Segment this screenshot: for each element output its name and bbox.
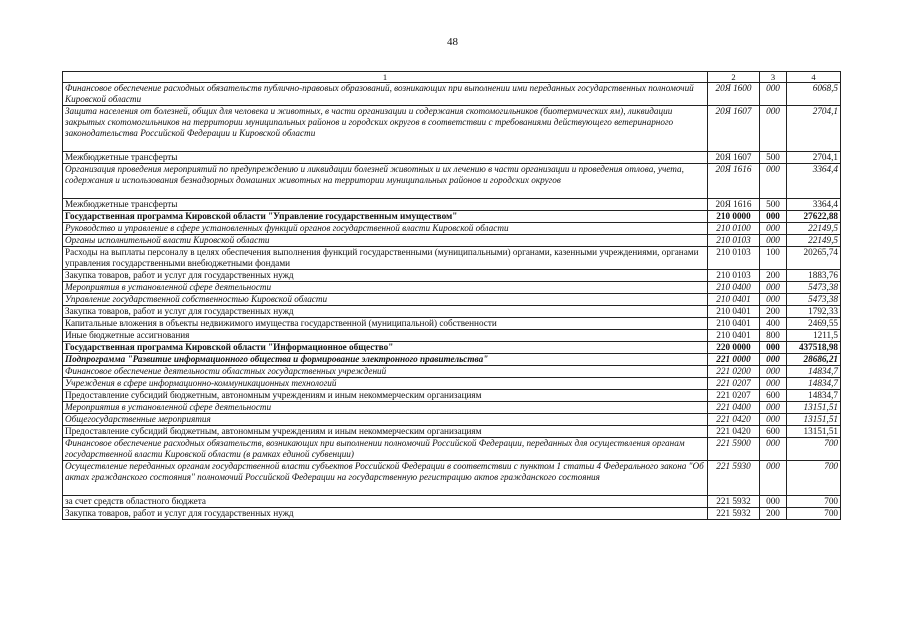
row-code: 210 0401: [708, 330, 760, 342]
row-name: Руководство и управление в сфере установленных функций органов государственной власти Кировской области: [63, 223, 708, 235]
table-row: [63, 318, 841, 330]
row-expense-type: 000: [760, 414, 787, 426]
row-name: Финансовое обеспечение расходных обязательств, возникающих при выполнении полномочий Российской Федерации, переданных для осуществления органам государственной власти Кировской области (в рамках единой субвенции): [63, 438, 708, 461]
column-number-4: 4: [787, 72, 841, 83]
column-number-1: 1: [63, 72, 708, 83]
row-name: Защита населения от болезней, общих для человека и животных, в части организации и содержания скотомогильников (биотермических ям), ликвидации закрытых скотомогильников на территории муниципальных районов и городских округов в соответствии с требованиями действующего ветеринарного законодательства Российской Федерации и Кировской области: [63, 106, 708, 152]
table-row: [63, 199, 841, 211]
row-amount: 14834,7: [787, 366, 841, 378]
table-row: [63, 438, 841, 461]
table-row: [63, 270, 841, 282]
table-row: [63, 106, 841, 152]
row-amount: 437518,98: [787, 342, 841, 354]
table-row: [63, 164, 841, 199]
table-row: [63, 282, 841, 294]
row-expense-type: 000: [760, 438, 787, 461]
row-name: Организация проведения мероприятий по предупреждению и ликвидации болезней животных и их лечению в части организации и проведения отлова, учета, содержания и использования безнадзорных домашних животных на территории муниципальных районов и городских округов: [63, 164, 708, 199]
row-code: 221 5930: [708, 461, 760, 496]
row-amount: 2704,1: [787, 152, 841, 164]
row-expense-type: 500: [760, 152, 787, 164]
row-code: 210 0000: [708, 211, 760, 223]
table-row: [63, 342, 841, 354]
row-name: Закупка товаров, работ и услуг для государственных нужд: [63, 306, 708, 318]
table-row: [63, 223, 841, 235]
table-row: [63, 294, 841, 306]
row-amount: 6068,5: [787, 83, 841, 106]
row-code: 221 0420: [708, 426, 760, 438]
row-amount: 13151,51: [787, 402, 841, 414]
table-row: [63, 330, 841, 342]
table-row: [63, 426, 841, 438]
row-name: Управление государственной собственностью Кировской области: [63, 294, 708, 306]
row-code: 210 0401: [708, 306, 760, 318]
row-code: 221 0207: [708, 390, 760, 402]
row-name: Закупка товаров, работ и услуг для государственных нужд: [63, 270, 708, 282]
row-expense-type: 200: [760, 270, 787, 282]
row-code: 221 0420: [708, 414, 760, 426]
row-name: Мероприятия в установленной сфере деятельности: [63, 282, 708, 294]
table-row: [63, 378, 841, 390]
column-number-3: 3: [760, 72, 787, 83]
row-name: Предоставление субсидий бюджетным, автономным учреждениям и иным некоммерческим организациям: [63, 390, 708, 402]
row-expense-type: 400: [760, 318, 787, 330]
row-expense-type: 000: [760, 294, 787, 306]
row-amount: 2704,1: [787, 106, 841, 152]
row-amount: 27622,88: [787, 211, 841, 223]
row-name: Органы исполнительной власти Кировской области: [63, 235, 708, 247]
row-amount: 13151,51: [787, 414, 841, 426]
table-row: [63, 508, 841, 520]
row-code: 221 0200: [708, 366, 760, 378]
row-name: Иные бюджетные ассигнования: [63, 330, 708, 342]
row-expense-type: 000: [760, 378, 787, 390]
table-row: [63, 211, 841, 223]
row-name: Общегосударственные мероприятия: [63, 414, 708, 426]
table-row: [63, 366, 841, 378]
table-row: [63, 247, 841, 270]
table-row: [63, 496, 841, 508]
row-name: Межбюджетные трансферты: [63, 152, 708, 164]
row-name: Учреждения в сфере информационно-коммуникационных технологий: [63, 378, 708, 390]
row-code: 20Я 1600: [708, 83, 760, 106]
row-code: 210 0100: [708, 223, 760, 235]
row-amount: 5473,38: [787, 294, 841, 306]
row-amount: 20265,74: [787, 247, 841, 270]
column-number-2: 2: [708, 72, 760, 83]
table-row: [63, 461, 841, 496]
row-code: 221 0400: [708, 402, 760, 414]
row-expense-type: 000: [760, 402, 787, 414]
row-expense-type: 000: [760, 282, 787, 294]
row-name: Финансовое обеспечение расходных обязательств публично-правовых образований, возникающих при выполнении ими переданных государственных полномочий Кировской области: [63, 83, 708, 106]
row-amount: 1883,76: [787, 270, 841, 282]
row-code: 210 0401: [708, 294, 760, 306]
row-name: Расходы на выплаты персоналу в целях обеспечения выполнения функций государственными (муниципальными) органами, казенными учреждениями, органами управления государственными внебюджетными фондами: [63, 247, 708, 270]
budget-table: [62, 71, 841, 520]
row-amount: 700: [787, 496, 841, 508]
table-row: [63, 402, 841, 414]
table-row: [63, 235, 841, 247]
table-row: [63, 414, 841, 426]
row-expense-type: 000: [760, 354, 787, 366]
table-row: [63, 390, 841, 402]
row-code: 210 0103: [708, 247, 760, 270]
row-amount: 22149,5: [787, 235, 841, 247]
row-expense-type: 000: [760, 106, 787, 152]
row-amount: 3364,4: [787, 199, 841, 211]
row-amount: 1211,5: [787, 330, 841, 342]
row-amount: 28686,21: [787, 354, 841, 366]
row-expense-type: 200: [760, 306, 787, 318]
row-code: 210 0103: [708, 235, 760, 247]
row-name: Межбюджетные трансферты: [63, 199, 708, 211]
row-code: 20Я 1616: [708, 164, 760, 199]
row-amount: 700: [787, 461, 841, 496]
row-code: 210 0401: [708, 318, 760, 330]
row-expense-type: 200: [760, 508, 787, 520]
row-name: Мероприятия в установленной сфере деятельности: [63, 402, 708, 414]
table-row: [63, 306, 841, 318]
row-amount: 2469,55: [787, 318, 841, 330]
row-code: 210 0103: [708, 270, 760, 282]
row-name: Государственная программа Кировской области "Управление государственным имуществом": [63, 211, 708, 223]
row-code: 20Я 1616: [708, 199, 760, 211]
row-expense-type: 800: [760, 330, 787, 342]
row-amount: 700: [787, 438, 841, 461]
row-code: 221 0000: [708, 354, 760, 366]
row-expense-type: 500: [760, 199, 787, 211]
table-row: [63, 354, 841, 366]
row-expense-type: 600: [760, 426, 787, 438]
row-expense-type: 000: [760, 496, 787, 508]
row-code: 20Я 1607: [708, 152, 760, 164]
row-expense-type: 000: [760, 164, 787, 199]
budget-table-body: [63, 72, 841, 520]
row-amount: 3364,4: [787, 164, 841, 199]
row-expense-type: 600: [760, 390, 787, 402]
row-code: 221 0207: [708, 378, 760, 390]
row-code: 210 0400: [708, 282, 760, 294]
row-name: за счет средств областного бюджета: [63, 496, 708, 508]
table-row: [63, 152, 841, 164]
row-amount: 5473,38: [787, 282, 841, 294]
row-name: Закупка товаров, работ и услуг для государственных нужд: [63, 508, 708, 520]
row-amount: 13151,51: [787, 426, 841, 438]
row-amount: 1792,33: [787, 306, 841, 318]
row-name: Предоставление субсидий бюджетным, автономным учреждениям и иным некоммерческим организациям: [63, 426, 708, 438]
row-code: 221 5932: [708, 508, 760, 520]
row-expense-type: 000: [760, 211, 787, 223]
row-name: Капитальные вложения в объекты недвижимого имущества государственной (муниципальной) собственности: [63, 318, 708, 330]
row-code: 220 0000: [708, 342, 760, 354]
row-expense-type: 000: [760, 461, 787, 496]
row-expense-type: 000: [760, 223, 787, 235]
table-row: [63, 83, 841, 106]
row-code: 221 5900: [708, 438, 760, 461]
row-expense-type: 100: [760, 247, 787, 270]
row-amount: 700: [787, 508, 841, 520]
row-name: Осуществление переданных органам государственной власти субъектов Российской Федерации в соответствии с пунктом 1 статьи 4 Федерального закона "Об актах гражданского состояния" полномочий Российской Федерации на государственную регистрацию актов гражданского состояния: [63, 461, 708, 496]
row-code: 221 5932: [708, 496, 760, 508]
row-name: Подпрограмма "Развитие информационного общества и формирование электронного правительства": [63, 354, 708, 366]
column-number-row: [63, 72, 841, 83]
row-amount: 14834,7: [787, 378, 841, 390]
row-name: Финансовое обеспечение деятельности областных государственных учреждений: [63, 366, 708, 378]
row-expense-type: 000: [760, 235, 787, 247]
row-expense-type: 000: [760, 342, 787, 354]
row-expense-type: 000: [760, 83, 787, 106]
row-amount: 22149,5: [787, 223, 841, 235]
row-amount: 14834,7: [787, 390, 841, 402]
row-code: 20Я 1607: [708, 106, 760, 152]
page-number: 48: [447, 36, 458, 48]
row-expense-type: 000: [760, 366, 787, 378]
row-name: Государственная программа Кировской области "Информационное общество": [63, 342, 708, 354]
